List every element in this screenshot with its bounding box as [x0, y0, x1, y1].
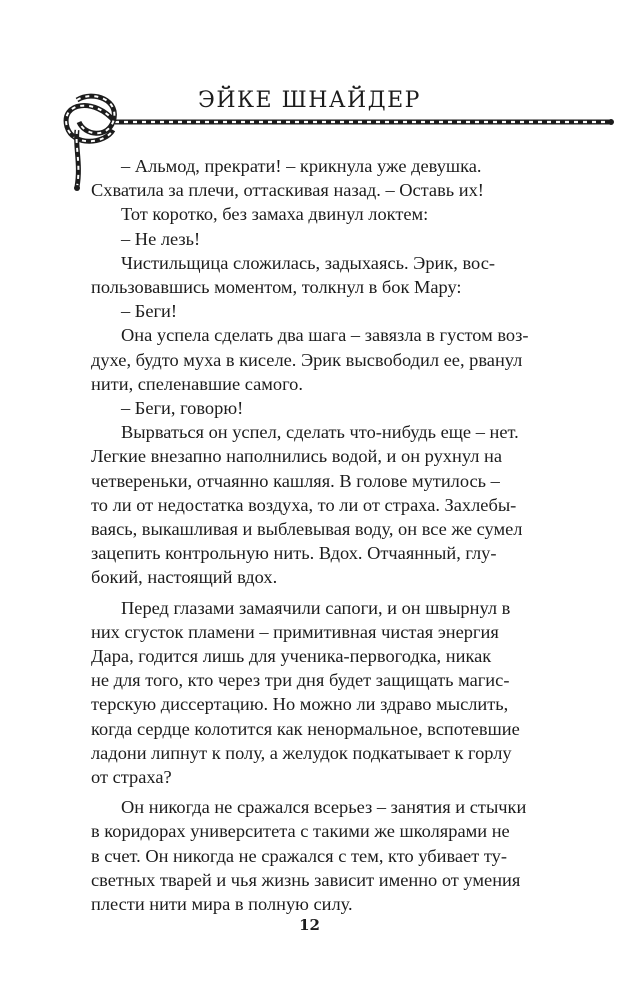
running-header-author: ЭЙКЕ ШНАЙДЕР — [198, 88, 421, 113]
paragraph: – Не лезь! — [121, 228, 201, 249]
paragraph: Тот коротко, без замаха двинул локтем: — [121, 204, 429, 225]
page-number: 12 — [299, 916, 320, 934]
paragraph: – Альмод, прекрати! – крикнула уже девушка. Схватила за плечи, оттаскивая назад. – Оставь их! — [91, 156, 484, 201]
paragraph: – Беги! — [121, 301, 178, 322]
paragraph: Чистильщица сложилась, задыхаясь. Эрик, вос- пользовавшись моментом, толкнул в бок Мару: — [91, 252, 495, 298]
paragraph: Он никогда не сражался всерьез – занятия и стычки в коридорах университета с такими же школярами не в счет. Он никогда не сражался с тем, кто убивает ту- светных тварей и чья жизнь зависит именно от умения плести нити мира в полную силу. — [91, 797, 527, 915]
paragraph: Она успела сделать два шага – завязла в густом воз- духе, будто муха в киселе. Эрик высвободил ее, рванул нити, спеленавшие самого. — [91, 325, 529, 394]
paragraph: Перед глазами замаячили сапоги, и он швырнул в них сгусток пламени – примитивная чистая энергия Дара, годится лишь для ученика-первогодка, никак не для того, кто через три дня будет защищать магис- терскую диссертацию. Но можно ли здраво мыслить, когда сердце колотится как ненормальное, вспотевшие ладони липнут к полу, а желудок подкатывает к горлу от страха? — [91, 597, 520, 788]
body-text — [91, 154, 551, 916]
paragraph: – Беги, говорю! — [121, 398, 244, 419]
paragraph: Вырваться он успел, сделать что-нибудь еще – нет. Легкие внезапно наполнились водой, и он рухнул на четвереньки, отчаянно кашляя. В голове мутилось – то ли от недостатка воздуха, то ли от страха. Захлебы- ваясь, выкашливая и выблевывая воду, он все же сумел зацепить контрольную нить. Вдох. Отчаянный, глу- бокий, настоящий вдох. — [91, 422, 523, 588]
